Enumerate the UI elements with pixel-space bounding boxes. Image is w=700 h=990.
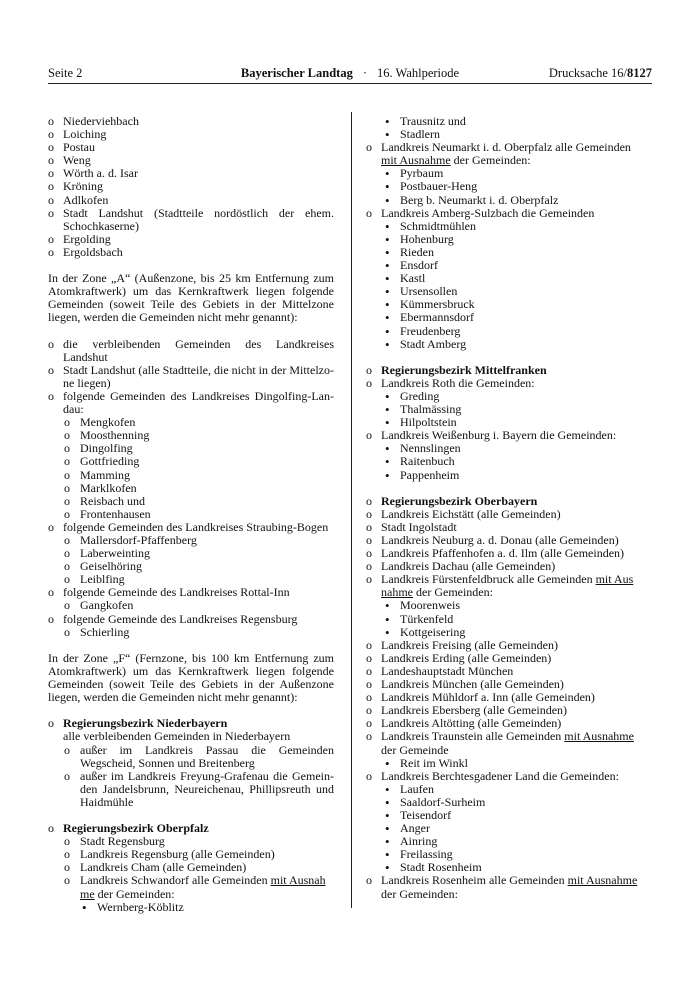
item-text: außer im Landkreis Freyung-Grafenau die Gemeinden Jandelsbrunn, Neureichenau, Phillipsreuth und Haidmühle [80,768,334,809]
schwandorf-underline-2: me [80,886,95,901]
item-text: folgende Gemeinde des Landkreises Regensburg [63,611,298,626]
item-text: Postau [63,140,96,155]
section-heading [48,717,334,730]
list-neumarkt [366,167,653,206]
item-text: Pyrbaum [400,166,444,181]
fff-underline-1: mit Aus [595,572,634,587]
item-text: Ensdorf [400,258,438,273]
list-item [48,364,334,390]
circle-bullet-icon [48,586,54,599]
list-item [48,246,334,259]
item-text: Kümmersbruck [400,297,475,312]
circle-bullet-icon [366,874,372,887]
circle-bullet-icon [64,469,70,482]
schwandorf-pre: Landkreis Schwandorf alle Gemeinden [80,873,271,888]
fff-pre: Landkreis Fürstenfeldbruck alle Gemeinden [381,572,596,587]
item-text: Greding [400,388,440,403]
fff-post: der Gemeinden: [413,585,493,600]
list-item [48,390,334,416]
rosenheim-post: der Gemeinden: [381,886,458,901]
schwandorf-underline-1: mit Ausnah [270,873,326,888]
list-item [48,874,334,900]
circle-bullet-icon [366,639,372,652]
item-text: Landkreis Cham (alle Gemeinden) [80,860,247,875]
rosenheim-pre: Landkreis Rosenheim alle Gemeinden [381,873,568,888]
item-text: Moorenweis [400,598,460,613]
item-text: Landkreis Eichstätt (alle Gemeinden) [381,506,561,521]
item-text: Stadt Rosenheim [400,860,482,875]
item-text: Ergoldsbach [63,244,123,259]
list-item [366,730,653,756]
list-schwandorf-cont [366,115,653,141]
list-oberpfalz [48,835,334,874]
item-text: Schmidtmühlen [400,218,476,233]
item-text: Ursensollen [400,284,458,299]
circle-bullet-icon [48,717,54,730]
circle-bullet-icon [48,822,54,835]
bullet-icon [385,338,390,352]
mittelfranken-title: Regierungsbezirk Mittelfranken [381,362,547,377]
list-item [48,744,334,770]
item-text: Landkreis Mühldorf a. Inn (alle Gemeinden) [381,690,595,705]
item-text: Freilassing [400,847,453,862]
item-text: Landeshauptstadt München [381,663,514,678]
list-fff [366,599,653,638]
circle-bullet-icon [48,613,54,626]
document-number-value: 8127 [627,66,652,80]
item-text: Reit im Winkl [400,755,468,770]
item-text: Landkreis Neuburg a. d. Donau (alle Gemeinden) [381,533,619,547]
list-item [48,626,334,639]
circle-bullet-icon [64,482,70,495]
circle-bullet-icon [48,338,54,351]
item-text: Saaldorf-Surheim [400,794,486,809]
circle-bullet-icon [366,652,372,665]
page-number: Seite 2 [48,66,83,80]
circle-bullet-icon [48,364,54,377]
item-text: Kottgeisering [400,624,466,639]
circle-bullet-icon [48,521,54,534]
item-text: Geiselhöring [80,559,142,574]
item-text: Niederviehbach [63,114,139,128]
circle-bullet-icon [64,455,70,468]
spacer [48,639,334,652]
list-item [48,338,334,364]
circle-bullet-icon [366,364,372,377]
item-text: Hilpoltstein [400,415,457,430]
item-text: Kastl [400,271,426,286]
item-text: Stadt Landshut (Stadtteile nordöstlich der ehem. Schochkaserne) [63,205,334,233]
item-text: Pappenheim [400,467,460,482]
item-text: Stadt Ingolstadt [381,519,457,534]
circle-bullet-icon [366,377,372,390]
document-number [549,64,652,82]
circle-bullet-icon [64,770,70,783]
item-text: Landkreis Weißenburg i. Bayern die Gemeinden: [381,428,617,443]
item-text: Berg b. Neumarkt i. d. Oberpfalz [400,192,559,207]
item-text: Weng [63,153,91,168]
circle-bullet-icon [64,495,70,508]
item-text: Ebermannsdorf [400,310,474,325]
list-straubing [48,534,334,586]
item-text: Thalmässing [400,402,462,417]
item-text: Hohenburg [400,231,454,246]
item-text: Wörth a. d. Isar [63,166,138,181]
item-text: Stadt Regensburg [80,834,165,849]
item-text: Mengkofen [80,415,136,430]
circle-bullet-icon [48,180,54,193]
list-dingolfing [48,416,334,521]
oberbayern-title: Regierungsbezirk Oberbayern [381,493,538,508]
list-item [48,207,334,233]
niederbayern-title: Regierungsbezirk Niederbayern [63,716,228,731]
list-item [48,141,334,154]
column-separator [351,112,352,908]
item-text: Mallersdorf-Pfaffenberg [80,533,197,547]
list-item [366,573,653,599]
circle-bullet-icon [366,508,372,521]
item-text: Freudenberg [400,323,461,338]
circle-bullet-icon [366,730,372,743]
list-roth [366,390,653,429]
list-item [366,338,653,351]
list-oberbayern-a [366,508,653,573]
item-text: außer im Landkreis Passau die Gemeinden Wegscheid, Sonnen und Breitenberg [80,742,334,770]
list-amberg [366,220,653,351]
list-item [48,770,334,809]
item-text: Stadt Amberg [400,336,467,351]
list-oberbayern-b [366,639,653,731]
traunstein-post: der Gemeinde [381,742,449,757]
item-text: Teisendorf [400,807,452,822]
list-item [366,469,653,482]
item-text: Landkreis Freising (alle Gemeinden) [381,637,558,652]
circle-bullet-icon [366,573,372,586]
item-text: Rieden [400,244,434,259]
circle-bullet-icon [366,429,372,442]
list-regensburg [48,626,334,639]
neumarkt-pre: Landkreis Neumarkt i. d. Oberpfalz alle Gemeinden [381,140,631,155]
circle-bullet-icon [366,770,372,783]
circle-bullet-icon [366,495,372,508]
item-text: Wernberg-Köblitz [97,899,184,914]
list-item [366,874,653,900]
parliament-name: Bayerischer Landtag [240,66,353,80]
item-text: Nennslingen [400,441,461,456]
page-header [48,64,652,82]
item-text: Landkreis München (alle Gemeinden) [381,677,564,692]
traunstein-underline: mit Ausnahme [564,729,634,744]
item-text: Trausnitz und [400,114,466,128]
item-text: Stadlern [400,127,440,142]
traunstein-pre: Landkreis Traunstein alle Gemeinden [381,729,565,744]
list-item [48,901,334,914]
schwandorf-post: der Gemeinden: [94,886,175,901]
item-text: Landkreis Roth die Gemeinden: [381,375,535,390]
item-text: Frontenhausen [80,506,151,521]
item-text: Landkreis Regensburg (alle Gemeinden) [80,847,275,862]
item-text: Landkreis Erding (alle Gemeinden) [381,650,552,665]
circle-bullet-icon [64,626,70,639]
circle-bullet-icon [48,246,54,259]
neumarkt-underline: mit Ausnahme [381,153,451,168]
item-text: Marklkofen [80,480,137,495]
item-text: Ainring [400,834,438,849]
legislative-period: 16. Wahlperiode [377,66,460,80]
item-text: folgende Gemeinden des Landkreises Dingolfing-Landau: [63,388,334,417]
rosenheim-underline: mit Ausnahme [567,873,638,888]
niederbayern-text: alle verbleibenden Gemeinden in Niederbayern [63,729,291,744]
item-text: Leiblfing [80,572,125,587]
item-text: Gottfrieding [80,454,140,469]
item-text: Raitenbuch [400,454,455,469]
list-mittelzone [48,115,334,259]
list-item [366,141,653,167]
list-bgl [366,783,653,875]
item-text: Loiching [63,127,107,142]
item-text: Anger [400,821,430,836]
circle-bullet-icon [64,744,70,757]
zone-a-intro: In der Zone „A“ (Außenzone, bis 25 km Entfernung zum Atomkraftwerk) um das Kernkraftwerk liegen folgende Gemeinden (soweit Teile des Gebiets in der Mittelzone liegen, werden die Gemeinden nicht mehr genannt): [48,271,334,325]
header-separator: · [362,66,367,80]
circle-bullet-icon [366,207,372,220]
zone-f-intro: In der Zone „F“ (Fernzone, bis 100 km Entfernung zum Atomkraftwerk) um das Kernkraftwerk liegen folgende Gemeinden (soweit Teile des Gebiets in der Außenzone liegen, werden die Gemeinden nicht mehr genannt): [48,650,334,705]
neumarkt-post: der Gemeinden: [450,153,531,168]
item-text: Türkenfeld [400,611,454,626]
item-text: Landkreis Dachau (alle Gemeinden) [381,559,556,574]
circle-bullet-icon [48,233,54,246]
list-schwandorf [48,901,334,914]
bullet-icon [82,901,87,915]
left-column [48,115,334,914]
item-text: Landkreis Berchtesgadener Land die Gemeinden: [381,768,619,783]
circle-bullet-icon [48,194,54,207]
item-text: Postbauer-Heng [400,179,478,194]
item-text: Kröning [63,179,103,194]
list-weissenburg [366,442,653,481]
item-text: folgende Gemeinde des Landkreises Rottal-Inn [63,585,290,600]
oberpfalz-title: Regierungsbezirk Oberpfalz [63,821,209,836]
header-rule [48,83,652,84]
item-text: Ergolding [63,231,111,246]
item-text: Mamming [80,467,130,482]
circle-bullet-icon [48,207,54,220]
item-text: Landkreis Pfaffenhofen a. d. Ilm (alle Gemeinden) [381,546,625,561]
item-text: Laufen [400,781,434,796]
fff-underline-2: nahme [381,585,413,600]
document-prefix: Drucksache 16/ [548,66,627,80]
item-text: Landkreis Ebersberg (alle Gemeinden) [381,703,568,718]
item-text: Stadt Landshut (alle Stadtteile, die nicht in der Mittelzone liegen) [63,362,334,390]
item-text: Landkreis Altötting (alle Gemeinden) [381,716,562,731]
item-text: Dingolfing [80,441,133,456]
circle-bullet-icon [366,141,372,154]
item-text: Adlkofen [63,192,109,207]
bullet-icon [385,469,390,483]
item-text: Reisbach und [80,493,145,508]
item-text: Gangkofen [80,598,134,613]
right-column [366,115,653,901]
item-text: die verbleibenden Gemeinden des Landkreises Landshut [63,336,334,364]
circle-bullet-icon [64,874,70,887]
item-text: Moosthenning [80,428,150,443]
item-text: Laberweinting [80,546,150,561]
item-text: Schierling [80,624,130,639]
item-text: folgende Gemeinden des Landkreises Straubing-Bogen [63,519,329,534]
circle-bullet-icon [48,390,54,403]
item-text: Landkreis Amberg-Sulzbach die Gemeinden [381,205,595,220]
